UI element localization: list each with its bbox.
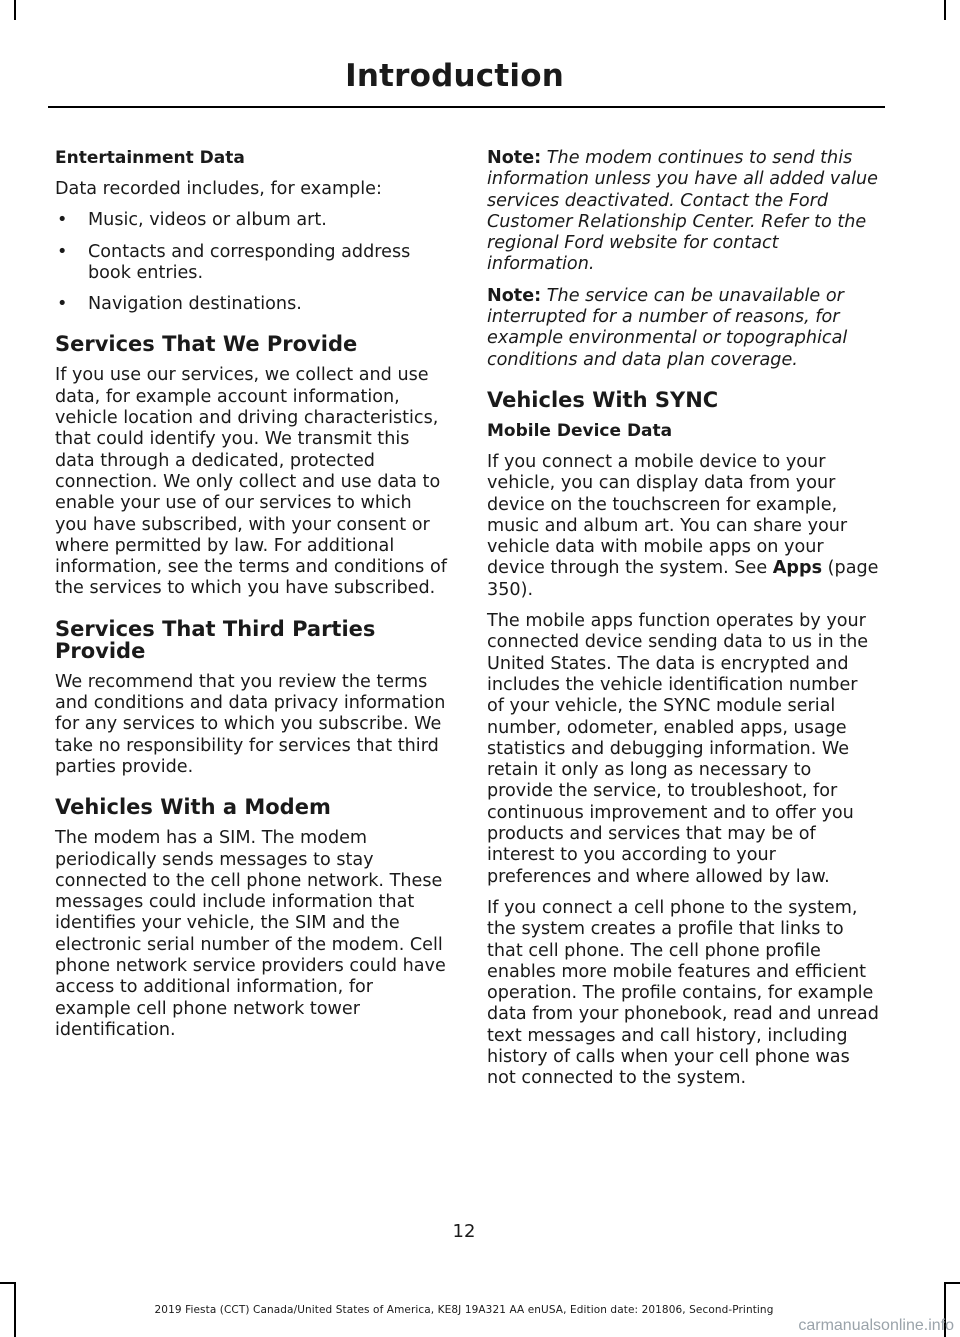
crop-mark-bottom-right-h [944,1282,960,1284]
apps-body: The mobile apps function operates by your connected device sending data to us in the United States. The data is encrypted and includes the vehicle identification number of your vehicle, the SYNC module serial number, odometer, enabled apps, usage statistics and debugging information. We retain it only as long as necessary to provide the service, to troubleshoot, for continuous improvement and to offer you products and services that may be of interest to you according to your preferences and where allowed by law. [487,611,869,887]
crop-mark-bottom-left-h [0,1282,15,1284]
note-label: Note: [487,148,542,168]
mobile-device-heading: Mobile Device Data [487,420,673,441]
crop-mark-top-left [14,0,16,20]
third-party-heading: Services That Third Parties Provide [55,616,376,663]
apps-reference-link[interactable]: Apps [772,558,823,579]
list-item: • Music, videos or album art. [55,210,447,231]
mobile-ref-prefix: See [734,558,768,579]
list-item: • Navigation destinations. [55,294,447,315]
entertainment-list [55,210,447,315]
entertainment-intro: Data recorded includes, for example: [55,179,382,199]
third-party-body: We recommend that you review the terms and conditions and data privacy information for any services to which you subscribe. We take no responsibility for services that third parties provide. [55,671,446,777]
crop-mark-top-right [944,0,946,20]
note-service [487,286,879,371]
phone-body: If you connect a cell phone to the system, the system creates a profile that links to that cell phone. The cell phone profile enables more mobile features and efficient operation. The profile contains, for example data from your phonebook, read and unread text messages and call history, including history of calls when your cell phone was not connected to the system. [487,897,879,1089]
modem-body: The modem has a SIM. The modem periodically sends messages to stay connected to the cell phone network. These messages could include information that identifies your vehicle, the SIM and the electronic serial number of the modem. Cell phone network service providers could have access to additional information, for example cell phone network tower identification. [55,828,446,1040]
footer-edition: 2019 Fiesta (CCT) Canada/United States of America, KE8J 19A321 AA enUSA, Edition date: 201806, Second-Printing [154,1304,774,1316]
mobile-body-text: If you connect a mobile device to your vehicle, you can display data from your device on the touchscreen for example, music and album art. You can share your vehicle data with mobile apps on your device through the system. [487,451,848,579]
list-item: • Contacts and corresponding address book entries. [55,242,447,285]
header-divider [48,106,885,108]
page-number: 12 [452,1221,476,1242]
sync-heading: Vehicles With SYNC [487,387,719,412]
apps-reference-page: (page 350). [487,558,879,600]
note-label: Note: [487,285,542,306]
entertainment-data-heading: Entertainment Data [55,148,245,168]
left-column [55,148,447,1051]
note-modem [487,148,879,276]
mobile-body [487,452,879,601]
services-body: If you use our services, we collect and use data, for example account information, vehicle location and driving characteristics, that could identify you. We transmit this data through a dedicated, protected connection. We only collect and use data to enable your use of our services to which you have subscribed, with your consent or where permitted by law. For additional information, see the terms and conditions of the services to which you have subscribed. [55,365,447,599]
modem-heading: Vehicles With a Modem [55,795,331,820]
page-title: Introduction [345,58,564,94]
services-heading: Services That We Provide [55,332,358,357]
right-column [487,148,879,1100]
note-text: The modem continues to send this information unless you have all added value services deactivated. Contact the Ford Customer Relationship Center. Refer to the regional Ford website for contact information. [487,148,878,275]
watermark: carmanualsonline.info [798,1317,954,1334]
note-text: The service can be unavailable or interrupted for a number of reasons, for example environmental or topographical conditions and data plan coverage. [487,285,848,370]
